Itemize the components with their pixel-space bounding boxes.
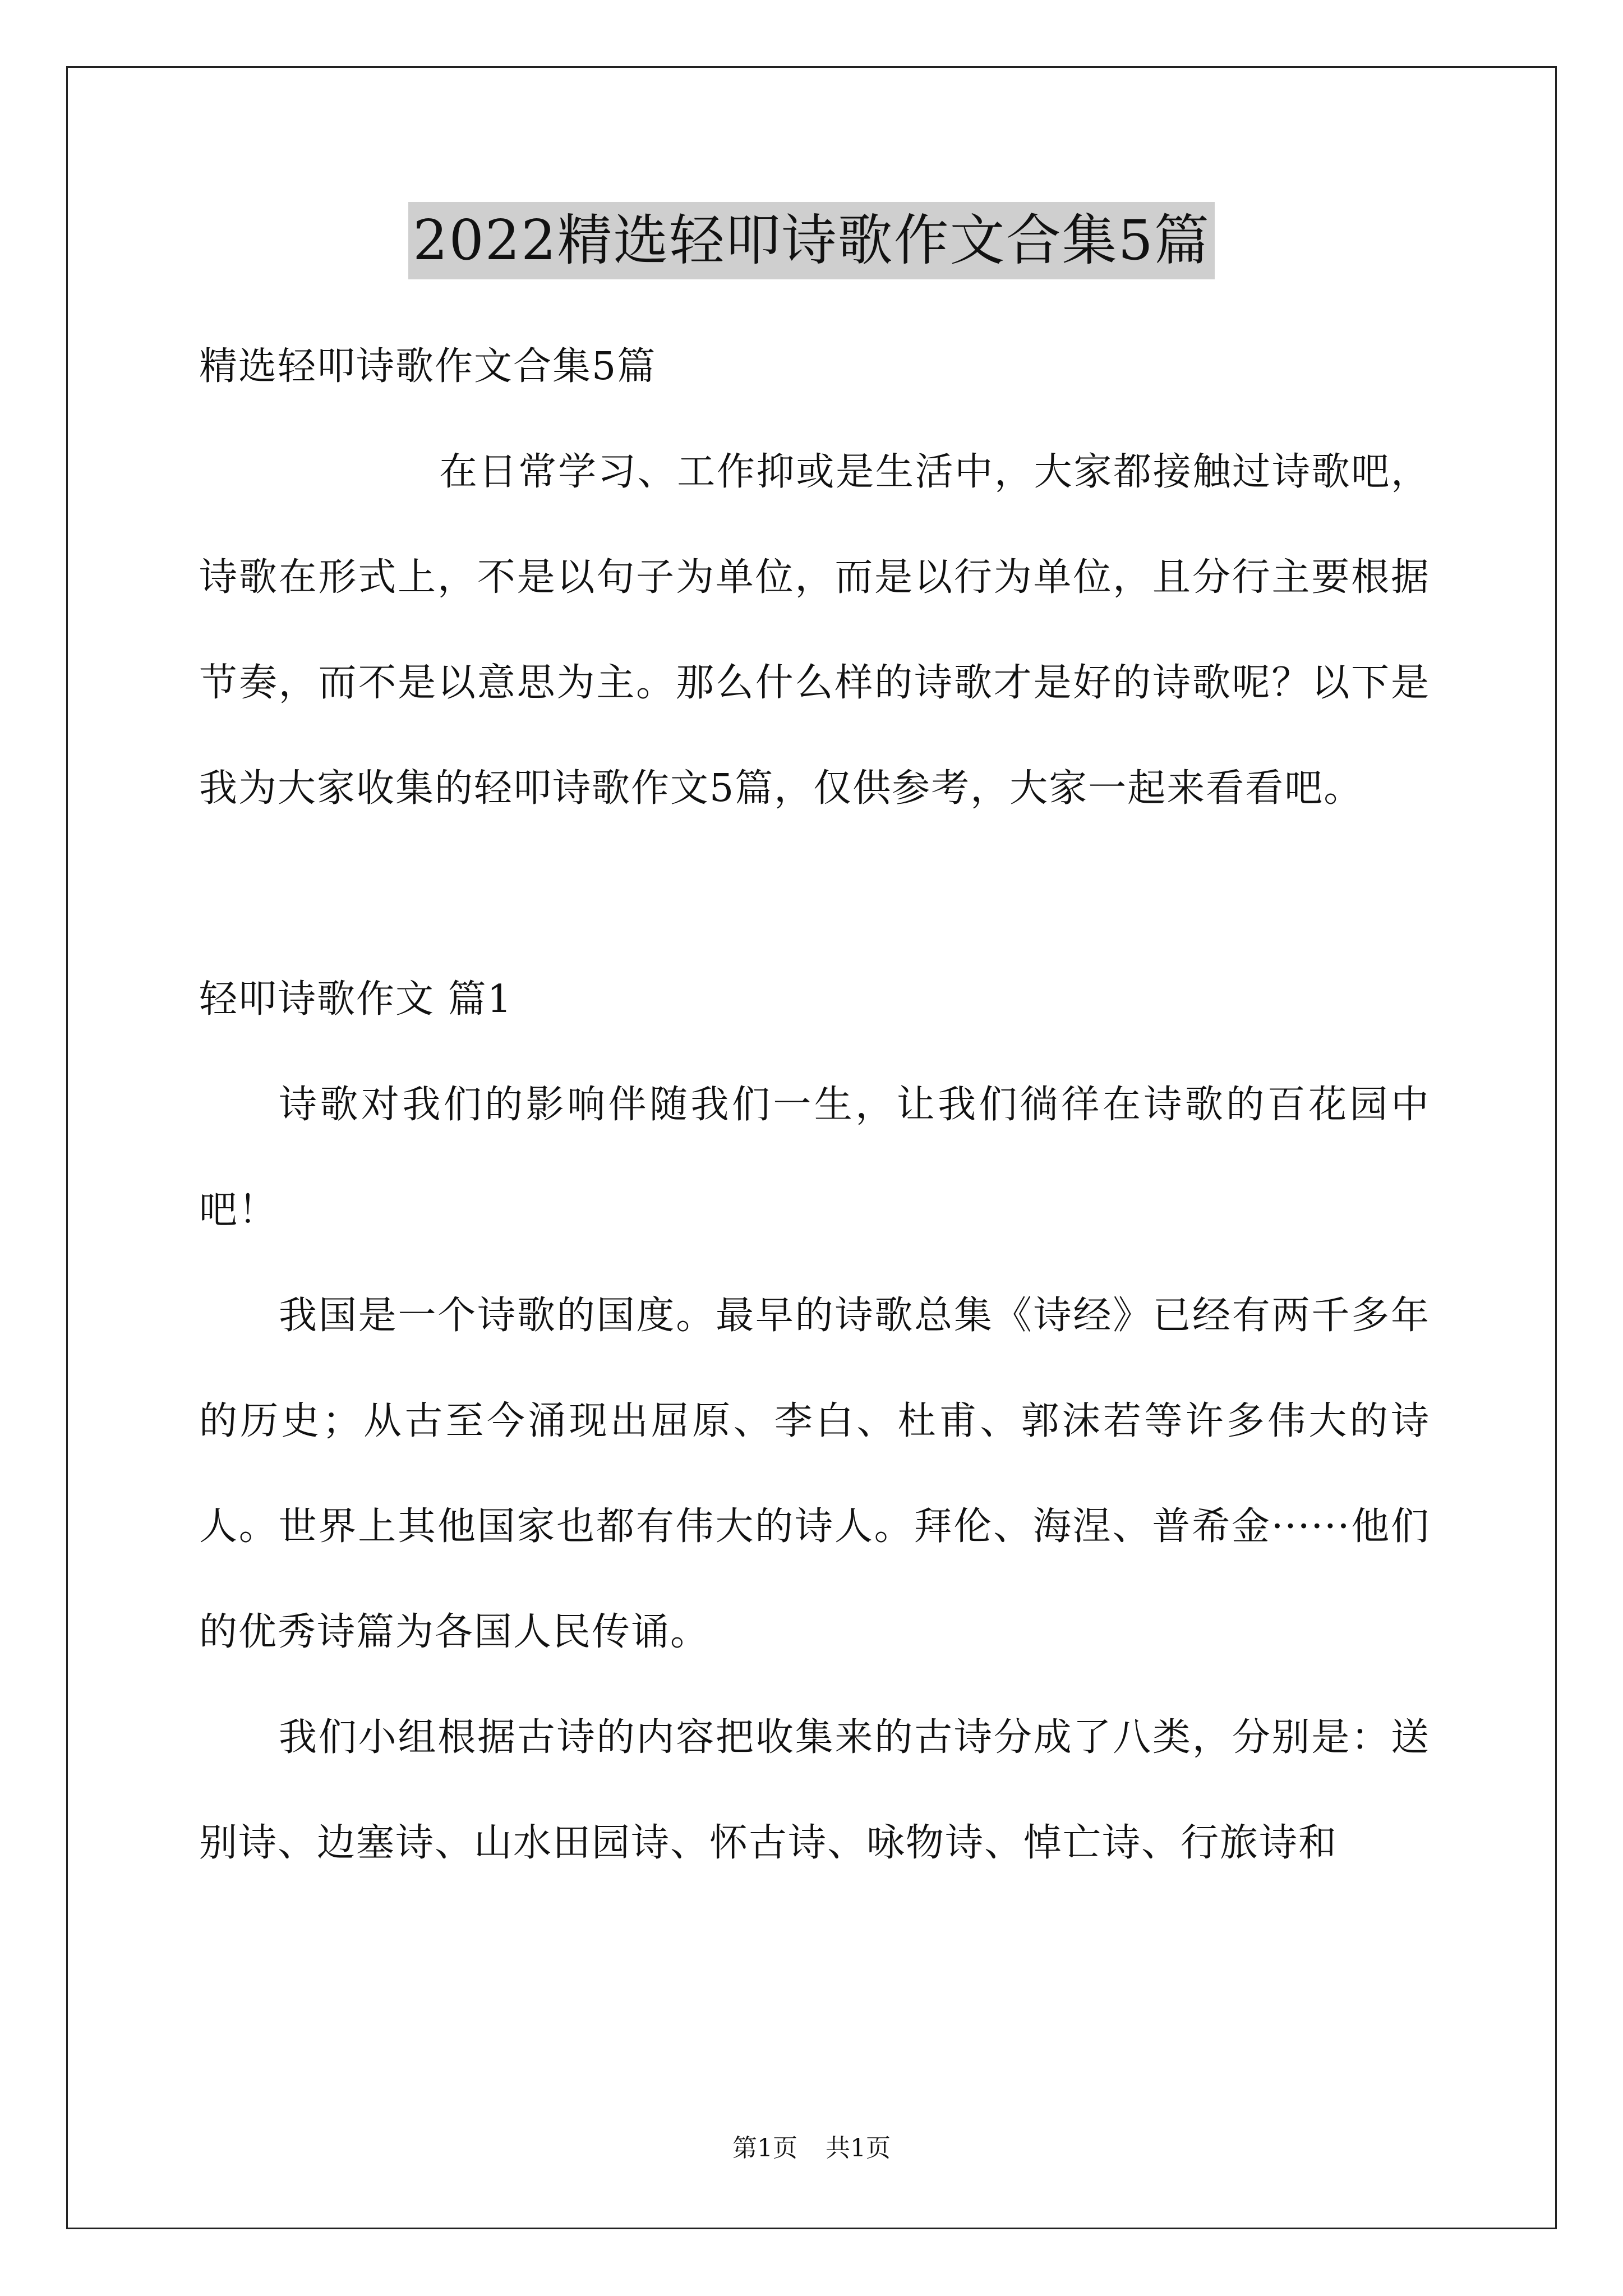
- page-number: 第1页: [732, 2134, 797, 2162]
- page-total: 共1页: [826, 2134, 891, 2162]
- section-heading: 轻叩诗歌作文 篇1: [199, 977, 513, 1022]
- document-title: 2022精选轻叩诗歌作文合集5篇: [408, 202, 1215, 279]
- paragraph-spacer: [199, 841, 1430, 947]
- title-container: [0, 202, 1623, 279]
- body-paragraph: 我国是一个诗歌的国度。最早的诗歌总集《诗经》已经有两千多年的历史；从古至今涌现出屈原、李白、杜甫、郭沫若等许多伟大的诗人。世界上其他国家也都有伟大的诗人。拜伦、海涅、普希金······他们的优秀诗篇为各国人民传诵。: [199, 1294, 1430, 1654]
- intro-paragraph: 在日常学习、工作抑或是生活中，大家都接触过诗歌吧，诗歌在形式上，不是以句子为单位，而是以行为单位，且分行主要根据节奏，而不是以意思为主。那么什么样的诗歌才是好的诗歌呢？以下是我为大家收集的轻叩诗歌作文5篇，仅供参考，大家一起来看看吧。: [199, 450, 1430, 811]
- body-paragraph: 诗歌对我们的影响伴随我们一生，让我们徜徉在诗歌的百花园中吧！: [199, 1083, 1430, 1232]
- page-footer: [0, 2132, 1623, 2165]
- document-body: [199, 314, 1430, 1896]
- document-subtitle: 精选轻叩诗歌作文合集5篇: [199, 344, 657, 389]
- body-paragraph: 我们小组根据古诗的内容把收集来的古诗分成了八类，分别是：送别诗、边塞诗、山水田园诗、怀古诗、咏物诗、悼亡诗、行旅诗和: [199, 1715, 1430, 1865]
